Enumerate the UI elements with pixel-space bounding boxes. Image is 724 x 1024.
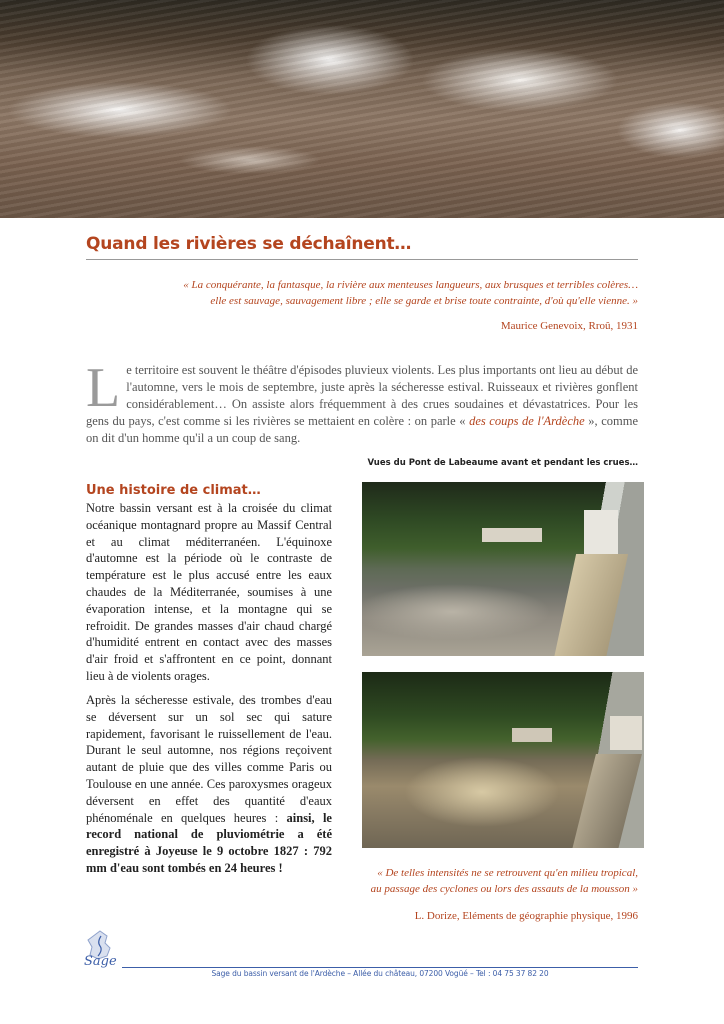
banner-river-photo — [0, 0, 724, 218]
opening-quote — [78, 277, 638, 309]
photo-bridge-wall — [554, 554, 628, 656]
photo-caption: Vues du Pont de Labeaume avant et pendant les crues… — [367, 458, 638, 468]
section-heading: Une histoire de climat… — [86, 483, 261, 498]
closing-quote-author: L. Dorize, Eléments de géographie physique, 1996 — [414, 910, 638, 922]
opening-quote-line2: elle est sauvage, sauvagement libre ; elle se garde et brise toute contrainte, d'où qu'elle vienne. » — [210, 295, 638, 307]
closing-quote-line2: au passage des cyclones ou lors des assauts de la mousson » — [370, 883, 638, 895]
photo-building — [482, 528, 542, 542]
photo-bridge-during-flood — [362, 672, 644, 848]
opening-quote-author: Maurice Genevoix, Rroû, 1931 — [500, 320, 638, 332]
title-row — [86, 234, 638, 260]
photo-bridge-before-flood — [362, 482, 644, 656]
climate-paragraph-2-text: Après la sécheresse estivale, des trombes d'eau se déversent sur un sol sec qui sature rapidement, favorisant le ruissellement de l'eau. Durant le seul automne, nos régions reçoivent autant de pluie que des villes comme Paris ou Toulouse en une année. Ces paroxysmes orageux déversent en effet des quantité d'eaux phénoménale en quelques heures : — [86, 693, 332, 825]
photo-building — [512, 728, 552, 742]
closing-quote — [338, 865, 638, 897]
footer-contact: Sage du bassin versant de l'Ardèche – Allée du château, 07200 Vogüé – Tel : 04 75 37 82 20 — [211, 969, 549, 978]
climate-paragraph-1: Notre bassin versant est à la croisée du climat océanique montagnard propre au Massif Central et au climat méditerranéen. L'équinoxe d'automne est la période où le contraste de température est le plus accusé entre les eaux chaudes de la Méditerranée, soumises à une évaporation intense, et la montagne qui se refroidit. De grandes masses d'air chaud chargé d'humidité entrent en contact avec des masses d'air froid et s'affrontent en ce point, donnant lieu à de violents orages. — [86, 501, 332, 683]
climate-record-highlight: ainsi, le record national de pluviométrie a été enregistré à Joyeuse le 9 octobre 1827 : 792 mm d'eau sont tombés en 24 heures ! — [86, 810, 332, 875]
closing-quote-line1: « De telles intensités ne se retrouvent qu'en milieu tropical, — [377, 867, 638, 879]
climate-paragraph-2 — [86, 692, 332, 877]
intro-emphasis: des coups de l'Ardèche — [469, 414, 585, 428]
intro-text: e territoire est souvent le théâtre d'épisodes pluvieux violents. Les plus importants ont lieu au début de l'automne, vers le mois de septembre, juste après la sécheresse estival. Ruisseaux et rivières gonflent considérablement… On assiste alors fréquemment à des crues soudaines et dévastatrices. Pour les gens du pays, c'est comme si les rivières se mettaient en colère : on parle « — [86, 363, 638, 428]
logo-text: Sage — [84, 954, 117, 969]
opening-quote-line1: « La conquérante, la fantasque, la rivière aux menteuses langueurs, aux brusques et terribles colères… — [183, 279, 638, 291]
intro-tail: », comme on dit d'un homme qu'il a un coup de sang. — [86, 414, 638, 445]
photo-bridge-wall — [572, 754, 642, 848]
footer-divider — [122, 967, 638, 968]
intro-paragraph — [86, 357, 638, 447]
photo-building — [610, 716, 642, 750]
photo-building — [584, 510, 618, 554]
drop-cap: L — [86, 357, 121, 419]
page-title: Quand les rivières se déchaînent… — [86, 234, 412, 254]
